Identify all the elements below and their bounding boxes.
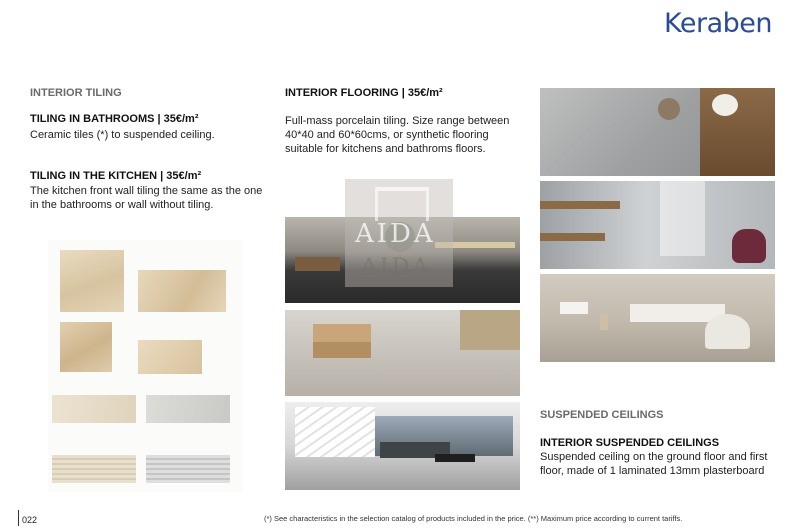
page-number-divider [18, 510, 19, 526]
catalog-tile [60, 250, 124, 312]
watermark-text: AIDA [361, 255, 432, 280]
footer-note: (*) See characteristics in the selection catalog of products included in the price. (**) Maximum price according to current tariffs. [264, 514, 683, 523]
bathrooms-text: Ceramic tiles (*) to suspended ceiling. [30, 129, 215, 141]
interior-flooring-heading: INTERIOR FLOORING | 35€/m² [285, 87, 443, 99]
bathrooms-heading: TILING IN BATHROOMS | 35€/m² [30, 113, 199, 125]
living-room-photo [285, 402, 520, 490]
bathroom-photo [540, 181, 775, 269]
interior-flooring-text: Full-mass porcelain tiling. Size range between 40*40 and 60*60cms, or synthetic flooring suitable for kitchens and bathroms floors. [285, 115, 510, 155]
suspended-ceilings-title: SUSPENDED CEILINGS [540, 409, 664, 421]
kitchen-text: The kitchen front wall tiling the same as the one in the bathrooms or wall without tiling. [30, 185, 263, 211]
floor-photo [285, 310, 520, 396]
watermark-logo [345, 179, 453, 287]
dining-floor-photo [540, 88, 775, 176]
watermark-text: AIDA [355, 219, 436, 249]
catalog-tile [52, 455, 136, 483]
keraben-logo [664, 8, 772, 39]
catalog-tile [52, 395, 136, 423]
suspended-ceilings-heading: INTERIOR SUSPENDED CEILINGS [540, 437, 720, 449]
catalog-tile [138, 270, 226, 312]
interior-tiling-title: INTERIOR TILING [30, 87, 122, 99]
catalog-tile [138, 340, 202, 374]
catalog-tile [146, 395, 230, 423]
logo-text: Keraben [664, 8, 772, 39]
kitchen-heading: TILING IN THE KITCHEN | 35€/m² [30, 170, 202, 182]
tile-catalog-sheet [48, 240, 243, 492]
catalog-tile [146, 455, 230, 483]
page-number: 022 [22, 515, 38, 525]
suspended-ceilings-text: Suspended ceiling on the ground floor and first floor, made of 1 laminated 13mm plasterboard [540, 451, 768, 477]
catalog-tile [60, 322, 112, 372]
bathroom-tub-photo [540, 274, 775, 362]
